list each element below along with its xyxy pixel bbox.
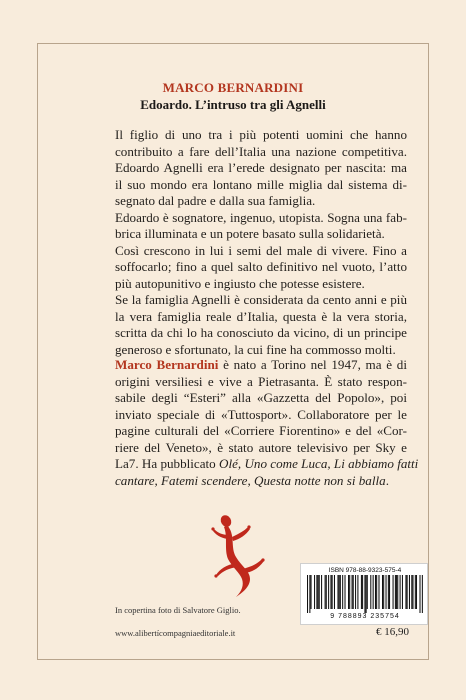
bio-line: inviato speciale di «Tuttosport». Collaboratore per le — [115, 406, 407, 422]
barcode-bar — [352, 575, 353, 609]
barcode-bar — [339, 575, 340, 609]
synopsis-line: segnato dal padre e dalla sua famiglia. — [115, 193, 316, 208]
barcode-bar — [416, 575, 417, 609]
cover-photo-credit: In copertina foto di Salvatore Giglio. — [115, 605, 241, 615]
synopsis-line: generoso e sfortunato, la cui fine ha commosso molti. — [115, 341, 396, 357]
synopsis-line: scritta da chi lo ha conosciuto da vicino, di un principe — [115, 325, 407, 340]
barcode-bar — [395, 575, 396, 609]
isbn-label: ISBN 978-88-9323-575-4 — [328, 567, 402, 574]
barcode-bar — [340, 575, 341, 609]
barcode-bar — [325, 575, 326, 609]
price-label: € 16,90 — [376, 626, 409, 638]
barcode-bar — [388, 575, 389, 609]
synopsis-line: il suo mondo era lontano mille miglia dal sistema di- — [115, 176, 407, 192]
synopsis-line: Così crescono in lui i semi del male di vivere. Fino a — [115, 242, 407, 258]
bio-author-name: Marco Bernardini — [115, 357, 219, 372]
bio-books-list: Olé, Uno come Luca, Li abbiamo fatti — [219, 456, 419, 471]
barcode-bar — [344, 575, 345, 609]
isbn-barcode — [300, 563, 428, 625]
barcode-bar — [375, 575, 376, 609]
barcode-bar — [373, 575, 374, 609]
barcode-bar — [409, 575, 410, 609]
synopsis-text — [115, 127, 407, 358]
barcode-icon — [307, 575, 423, 613]
barcode-bar — [311, 575, 312, 609]
book-title: Edoardo. L’intruso tra gli Agnelli — [140, 97, 326, 112]
barcode-bar — [366, 575, 367, 613]
bio-line: origini versiliesi e vive a Pietrasanta. È stato respon- — [115, 373, 407, 389]
bio-line: pagine culturali del «Corriere Fiorentino» e del «Cor- — [115, 423, 407, 438]
barcode-bar — [319, 575, 320, 609]
synopsis-line: brica illuminata e un potere basato sulla solidarietà. — [115, 226, 385, 241]
barcode-digits: 9 788893 235754 — [330, 613, 400, 620]
barcode-bar — [321, 575, 322, 609]
bio-books-list: cantare, Fatemi scendere, Questa notte non si balla — [115, 472, 386, 488]
barcode-bar — [337, 575, 338, 609]
barcode-bar — [355, 575, 356, 609]
bio-line: sabile degli “Esteri” alla «Gazzetta del Popolo», poi — [115, 390, 407, 405]
publisher-website[interactable]: www.alibertícompagniaeditoriale.it — [115, 628, 236, 638]
synopsis-line: Edoardo è sognatore, ingenuo, utopista. Sogna una fab- — [115, 209, 407, 225]
barcode-bar — [332, 575, 333, 609]
bio-line — [115, 473, 407, 490]
barcode-bar — [348, 575, 349, 609]
barcode-bar — [328, 575, 329, 609]
barcode-bar — [309, 575, 310, 613]
barcode-bar — [364, 575, 365, 613]
barcode-bar — [419, 575, 420, 613]
barcode-bar — [412, 575, 413, 609]
synopsis-line: Il figlio di uno tra i più potenti uomini che hanno — [115, 127, 407, 142]
bio-line — [115, 357, 407, 374]
author-bio — [115, 357, 419, 489]
barcode-bar — [386, 575, 387, 609]
synopsis-line: più autopunitivo e ingiusto che potesse esistere. — [115, 275, 365, 291]
barcode-bar — [326, 575, 327, 609]
barcode-bar — [411, 575, 412, 609]
barcode-bar — [367, 575, 368, 609]
bio-line-text: La7. Ha pubblicato — [115, 456, 219, 471]
synopsis-line: la vera famiglia reale d’Italia, questa è la vera storia, — [115, 308, 407, 324]
barcode-bar — [362, 575, 363, 609]
barcode-bar — [397, 575, 398, 609]
barcode-bar — [361, 575, 362, 609]
barcode-bar — [407, 575, 408, 609]
barcode-bar — [422, 575, 423, 613]
barcode-bar — [376, 575, 377, 609]
bio-line-text: è nato a Torino nel 1947, ma è di — [218, 357, 407, 372]
barcode-bar — [405, 575, 406, 609]
synopsis-line: soffocarlo; fino a quel salto definitivo nel vuoto, l’atto — [115, 259, 407, 274]
barcode-bar — [334, 575, 335, 609]
synopsis-line: contribuito a fare dell’Italia una nazione competitiva. — [115, 143, 407, 159]
barcode-bar — [402, 575, 403, 609]
barcode-bar — [396, 575, 397, 609]
barcode-bar — [357, 575, 358, 609]
barcode-bar — [378, 575, 379, 609]
barcode-bar — [342, 575, 343, 609]
bio-line — [115, 456, 419, 473]
barcode-bar — [382, 575, 383, 609]
bio-line-text: . — [385, 472, 389, 488]
salamander-icon — [196, 513, 276, 603]
barcode-bar — [353, 575, 354, 609]
synopsis-line: Se la famiglia Agnelli è considerata da cento anni e più — [115, 292, 407, 307]
barcode-bar — [393, 575, 394, 609]
bio-line: riere del Veneto», è stato autore televisivo per Sky e — [115, 439, 407, 455]
barcode-bar — [314, 575, 315, 609]
barcode-bar — [349, 575, 350, 609]
synopsis-line: Edoardo Agnelli era l’erede designato per nascita: ma — [115, 160, 407, 175]
barcode-bar — [383, 575, 384, 609]
barcode-bar — [316, 575, 317, 609]
barcode-bar — [415, 575, 416, 609]
barcode-bar — [370, 575, 371, 609]
author-heading: MARCO BERNARDINI — [162, 80, 304, 95]
barcode-bar — [307, 575, 308, 613]
barcode-bar — [330, 575, 331, 609]
barcode-bar — [318, 575, 319, 609]
barcode-bar — [400, 575, 401, 609]
barcode-bar — [389, 575, 390, 609]
